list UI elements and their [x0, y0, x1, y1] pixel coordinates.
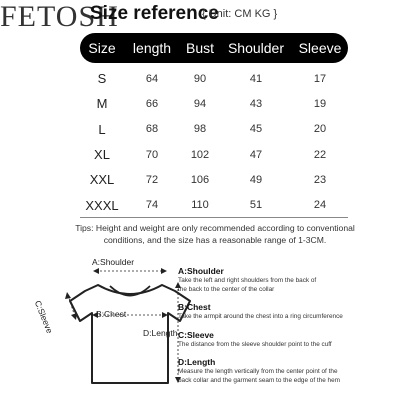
- cell-length: 64: [145, 72, 159, 85]
- table-row: [80, 142, 348, 167]
- cell-sleeve: 17: [313, 72, 327, 85]
- cell-size: XXL: [89, 172, 115, 188]
- cell-bust: 110: [191, 199, 209, 212]
- size-table-header: [80, 33, 348, 63]
- header-shoulder: Shoulder: [227, 40, 285, 56]
- cell-bust: 106: [190, 173, 210, 186]
- cell-size: L: [98, 121, 106, 137]
- page-title: Size reference: [90, 3, 219, 24]
- cell-sleeve: 20: [313, 123, 327, 136]
- definition-desc: Take the armpit around the chest into a ring circumference: [178, 313, 343, 320]
- cell-bust: 94: [193, 97, 207, 110]
- definition-desc: the back to the center of the collar: [178, 285, 275, 293]
- cell-sleeve: 24: [313, 199, 327, 212]
- header-bust: Bust: [185, 40, 214, 56]
- cell-sleeve: 23: [313, 173, 327, 186]
- diagram-sleeve-label: C:Sleeve: [32, 299, 55, 335]
- cell-length: 72: [145, 173, 159, 186]
- definition-title: C:Sleeve: [178, 329, 214, 340]
- table-row: [80, 192, 348, 217]
- cell-bust: 98: [193, 123, 207, 136]
- table-row: [80, 91, 348, 116]
- measurement-definitions: [178, 266, 412, 393]
- definition-desc: Measure the length vertically from the center point of the: [178, 368, 338, 375]
- cell-bust: 102: [190, 148, 210, 161]
- cell-sleeve: 22: [313, 148, 327, 161]
- cell-shoulder: 45: [249, 123, 263, 136]
- definition-desc: back collar and the garment seam to the edge of the hem: [178, 376, 340, 384]
- brand-logo: FETOSH: [0, 0, 119, 33]
- tips-note: [70, 223, 360, 246]
- header-size: Size: [88, 40, 116, 56]
- cell-shoulder: 49: [249, 173, 263, 186]
- definition-title: B:Chest: [178, 302, 211, 312]
- definition-desc: Take the left and right shoulders from the back of: [178, 277, 317, 284]
- diagram-shoulder-label: A:Shoulder: [92, 257, 135, 267]
- cell-length: 68: [145, 123, 159, 136]
- definition-chest: [178, 302, 412, 322]
- cell-length: 70: [145, 148, 159, 161]
- cell-size: XXXL: [85, 197, 119, 213]
- definition-title: D:Length: [178, 357, 216, 367]
- header-length: length: [132, 40, 172, 56]
- table-row: [80, 167, 348, 192]
- definition-shoulder: [178, 266, 412, 294]
- cell-shoulder: 43: [249, 97, 263, 110]
- definition-sleeve: [178, 330, 412, 350]
- cell-size: S: [97, 71, 107, 87]
- definition-title: A:Shoulder: [178, 266, 224, 276]
- size-table-body: [80, 66, 348, 218]
- cell-bust: 90: [193, 72, 207, 85]
- table-row: [80, 66, 348, 91]
- cell-sleeve: 19: [313, 97, 327, 110]
- cell-length: 66: [145, 97, 159, 110]
- definition-desc: The distance from the sleeve shoulder point to the cuff: [178, 340, 332, 348]
- cell-shoulder: 41: [249, 72, 263, 85]
- table-row: [80, 117, 348, 142]
- header-sleeve: Sleeve: [298, 40, 342, 56]
- cell-length: 74: [145, 199, 159, 212]
- cell-shoulder: 47: [249, 148, 263, 161]
- cell-size: M: [96, 96, 108, 112]
- tips-line-1: Tips: Height and weight are only recommended according to conventional: [75, 223, 355, 233]
- cell-shoulder: 51: [249, 199, 263, 212]
- tips-line-2: conditions, and the size has a reasonable range of 1-3CM.: [103, 234, 327, 245]
- diagram-chest-label: B:Chest: [96, 309, 127, 319]
- cell-size: XL: [94, 147, 110, 163]
- diagram-length-label: D:Length: [143, 328, 178, 338]
- definition-length: [178, 357, 412, 385]
- unit-label: { Unit: CM KG }: [202, 8, 278, 20]
